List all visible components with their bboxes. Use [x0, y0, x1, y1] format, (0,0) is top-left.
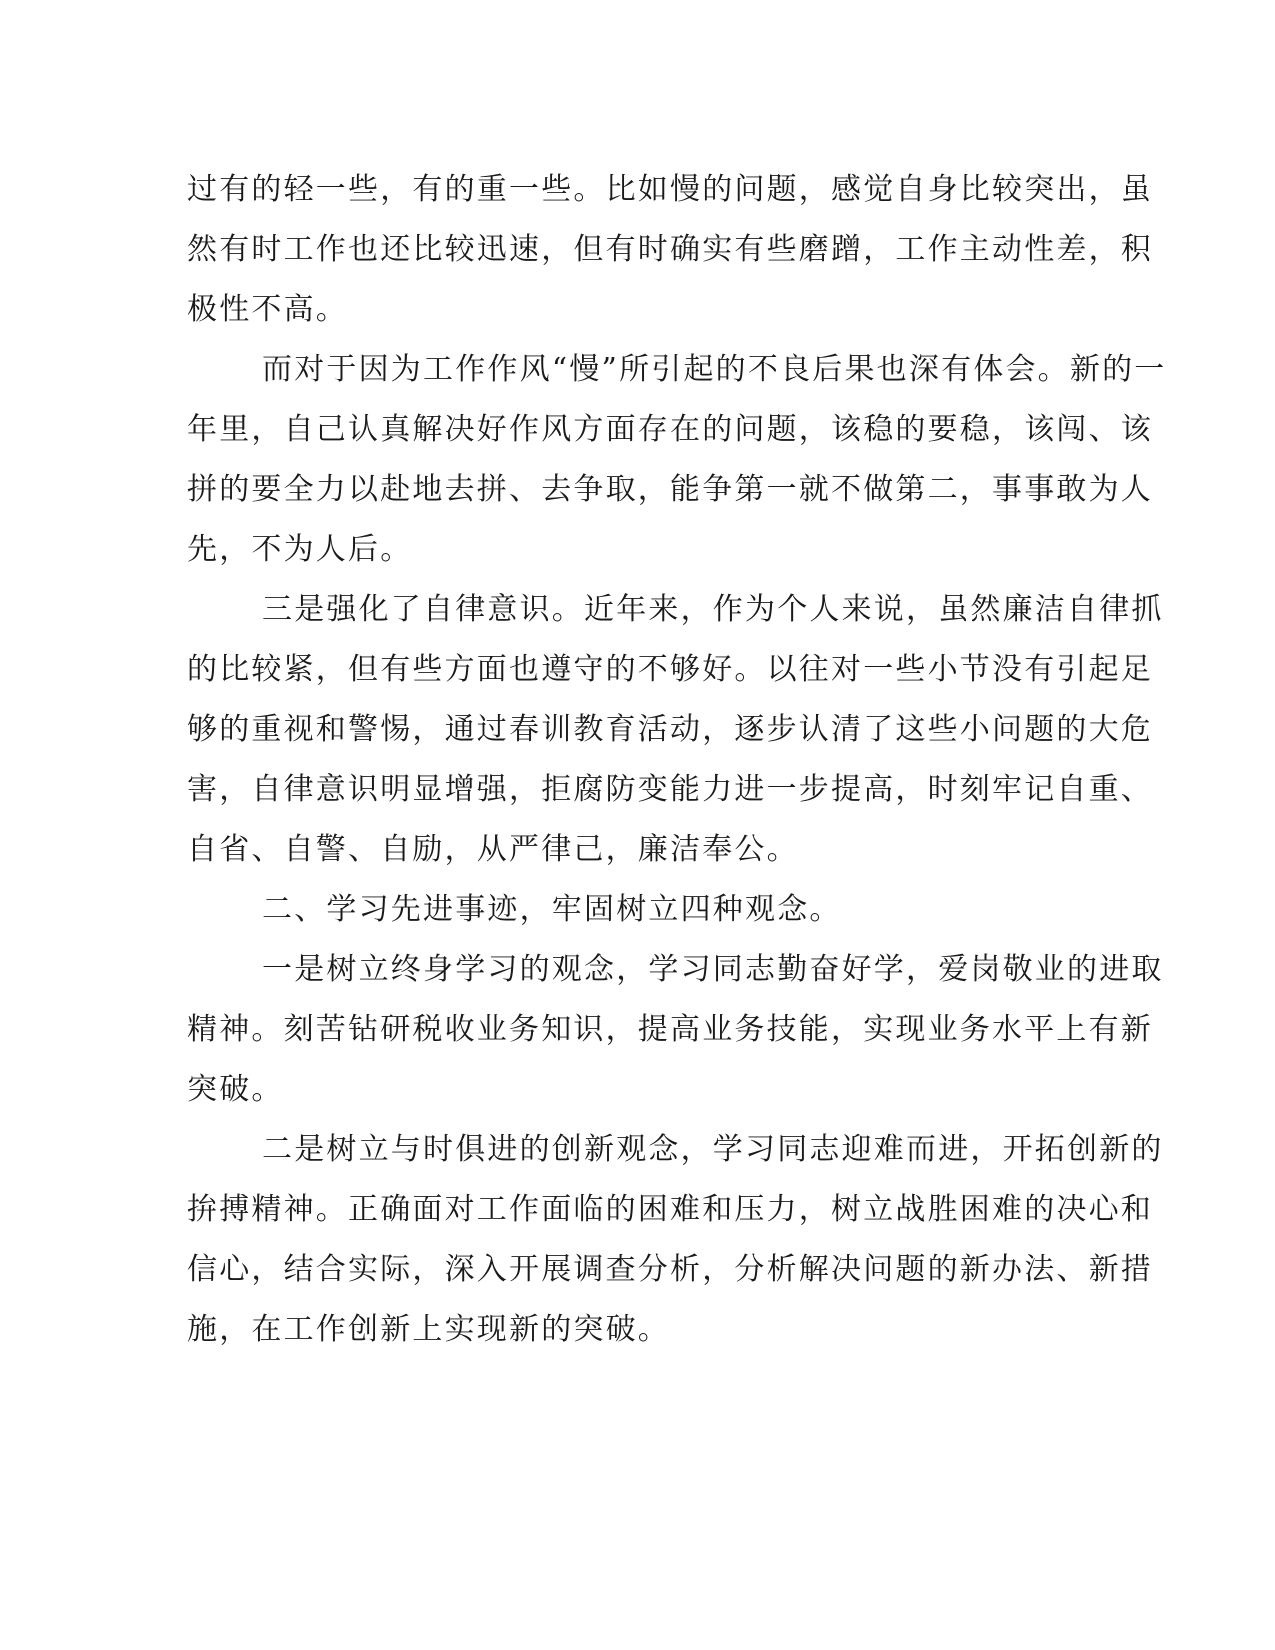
text-line: 害，自律意识明显增强，拒腐防变能力进一步提高，时刻牢记自重、	[187, 772, 1153, 807]
paragraph	[187, 940, 1164, 1120]
text-line: 自省、自警、自励，从严律己，廉洁奉公。	[187, 832, 799, 867]
document-body	[187, 160, 1167, 1360]
paragraph	[187, 340, 1167, 580]
text-line: 年里，自己认真解决好作风方面存在的问题，该稳的要稳，该闯、该	[187, 412, 1153, 447]
text-line: 突破。	[187, 1072, 284, 1107]
text-line: 二是树立与时俱进的创新观念，学习同志迎难而进，开拓创新的	[262, 1132, 1164, 1167]
text-line: 够的重视和警惕，通过春训教育活动，逐步认清了这些小问题的大危	[187, 712, 1153, 747]
paragraph	[187, 580, 1164, 880]
text-line: 过有的轻一些，有的重一些。比如慢的问题，感觉自身比较突出，虽	[187, 172, 1153, 207]
text-line: 一是树立终身学习的观念，学习同志勤奋好学，爱岗敬业的进取	[262, 952, 1164, 987]
text-line: 精神。刻苦钻研税收业务知识，提高业务技能，实现业务水平上有新	[187, 1012, 1153, 1047]
text-line: 拼的要全力以赴地去拼、去争取，能争第一就不做第二，事事敢为人	[187, 472, 1153, 507]
text-line: 施，在工作创新上实现新的突破。	[187, 1312, 670, 1347]
section-heading	[187, 880, 1077, 940]
text-line: 而对于因为工作作风“慢”所引起的不良后果也深有体会。新的一	[262, 352, 1167, 387]
text-line: 拚搏精神。正确面对工作面临的困难和压力，树立战胜困难的决心和	[187, 1192, 1153, 1227]
text-line: 极性不高。	[187, 292, 348, 327]
text-line: 然有时工作也还比较迅速，但有时确实有些磨蹭，工作主动性差，积	[187, 232, 1153, 267]
text-line: 先，不为人后。	[187, 532, 413, 567]
paragraph	[187, 1120, 1164, 1360]
text-line: 三是强化了自律意识。近年来，作为个人来说，虽然廉洁自律抓	[262, 592, 1164, 627]
paragraph	[187, 160, 1153, 340]
text-line: 二、学习先进事迹，牢固树立四种观念。	[262, 892, 842, 927]
text-line: 的比较紧，但有些方面也遵守的不够好。以往对一些小节没有引起足	[187, 652, 1153, 687]
text-line: 信心，结合实际，深入开展调查分析，分析解决问题的新办法、新措	[187, 1252, 1153, 1287]
